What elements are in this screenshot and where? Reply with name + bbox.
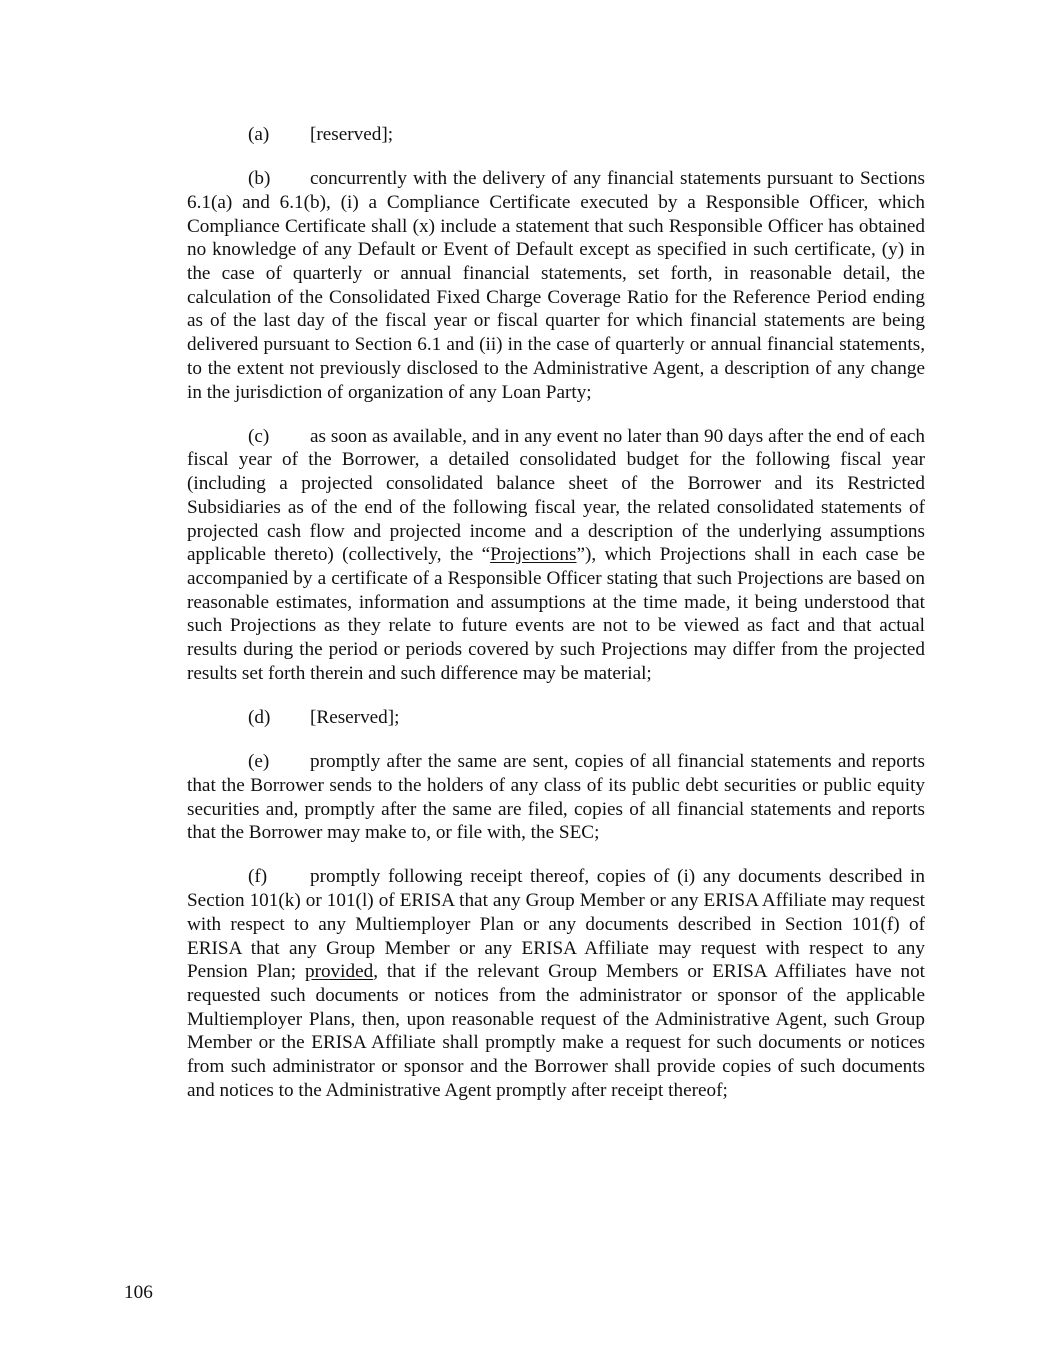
clause-e xyxy=(187,750,925,845)
clause-enumerator: (e) xyxy=(248,751,270,773)
emphasis-provided: provided xyxy=(304,961,374,983)
clause-text-part-1: promptly following receipt thereof, copies of (i) any documents described in Section 101(k) or 101(l) of ERISA that any Group Member or any ERISA Affiliate may request with respect to any Multiemployer Plan or any documents described in Section 101(f) of ERISA that any Group Member or any ERISA Affiliate may request with respect to any Pension Plan; xyxy=(187,866,925,983)
clause-f xyxy=(187,865,925,1102)
clause-enumerator: (b) xyxy=(248,168,271,190)
clause-text: [Reserved]; xyxy=(310,706,400,728)
clause-d xyxy=(187,706,925,730)
clause-enumerator: (d) xyxy=(248,706,271,728)
clause-text-part-2: , that if the relevant Group Members or ERISA Affiliates have not requested such documents or notices from the administrator or sponsor of the applicable Multiemployer Plans, then, upon reasonable request of the Administrative Agent, such Group Member or the ERISA Affiliate shall promptly make a request for such documents or notices from such administrator or sponsor and the Borrower shall provide copies of such documents and notices to the Administrative Agent promptly after receipt thereof; xyxy=(187,961,925,1101)
clause-text-part-2: ”), which Projections shall in each case be accompanied by a certificate of a Responsible Officer stating that such Projections are based on reasonable estimates, information and assumptions at the time made, it being understood that such Projections as they relate to future events are not to be viewed as fact and that actual results during the period or periods covered by such Projections may differ from the projected results set forth therein and such difference may be material; xyxy=(187,544,925,684)
clause-a xyxy=(187,123,925,147)
clause-c xyxy=(187,425,925,686)
clause-text: promptly after the same are sent, copies of all financial statements and reports that the Borrower sends to the holders of any class of its public debt securities or public equity securities and, promptly after the same are filed, copies of all financial statements and reports that the Borrower may make to, or file with, the SEC; xyxy=(187,751,925,844)
clause-text: [reserved]; xyxy=(310,124,394,145)
document-body xyxy=(187,123,925,1123)
clause-enumerator: (f) xyxy=(248,866,268,888)
clause-b xyxy=(187,167,925,404)
clause-text: concurrently with the delivery of any financial statements pursuant to Sections 6.1(a) and 6.1(b), (i) a Compliance Certificate executed by a Responsible Officer, which Compliance Certificate shall (x) include a statement that such Responsible Officer has obtained no knowledge of any Default or Event of Default except as specified in such certificate, (y) in the case of quarterly or annual financial statements, set forth, in reasonable detail, the calculation of the Consolidated Fixed Charge Coverage Ratio for the Reference Period ending as of the last day of the fiscal year or fiscal quarter for which financial statements are being delivered pursuant to Section 6.1 and (ii) in the case of quarterly or annual financial statements, to the extent not previously disclosed to the Administrative Agent, a description of any change in the jurisdiction of organization of any Loan Party; xyxy=(187,168,925,403)
defined-term-projections: Projections xyxy=(490,544,577,566)
page-number: 106 xyxy=(124,1282,153,1303)
clause-enumerator: (a) xyxy=(248,124,270,145)
clause-text-part-1: as soon as available, and in any event no later than 90 days after the end of each fiscal year of the Borrower, a detailed consolidated budget for the following fiscal year (including a projected consolidated balance sheet of the Borrower and its Restricted Subsidiaries as of the end of the following fiscal year, the related consolidated statements of projected cash flow and projected income and a description of the underlying assumptions applicable thereto) (collectively, the “ xyxy=(187,425,925,566)
clause-enumerator: (c) xyxy=(248,425,270,447)
